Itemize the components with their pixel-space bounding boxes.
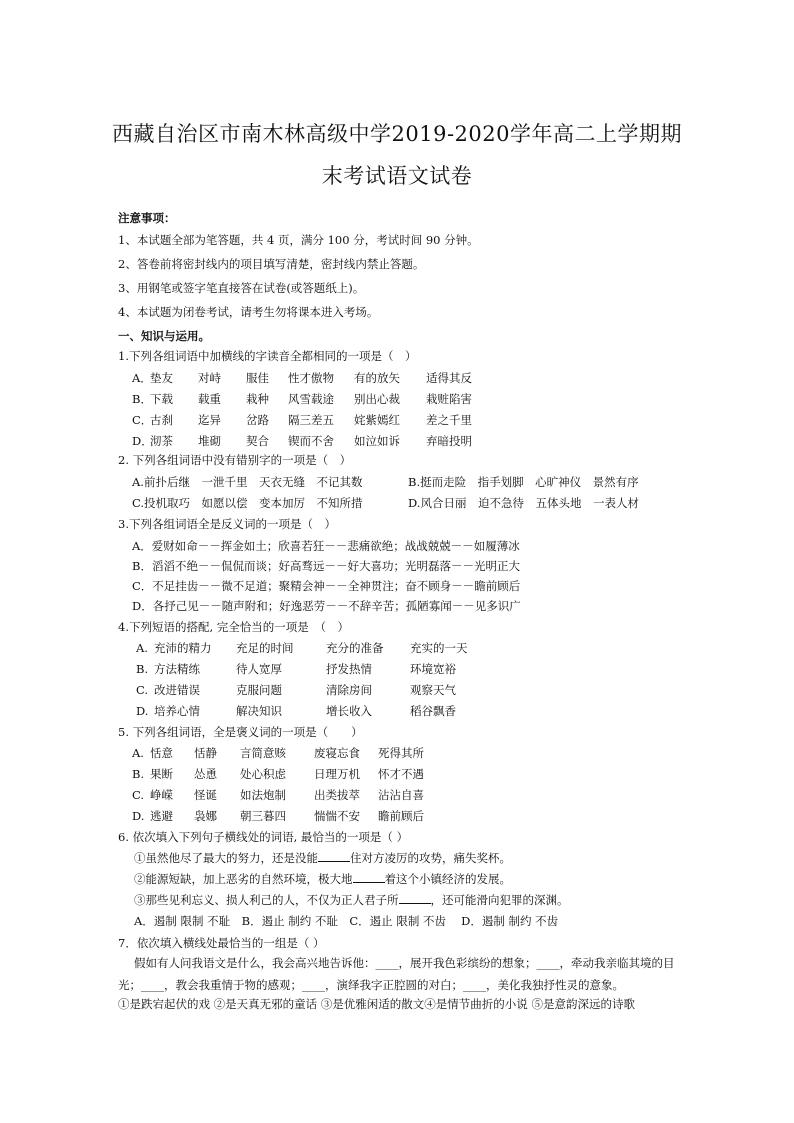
notice-heading: 注意事项： [118,211,176,225]
q2-option-c: C.投机取巧 如愿以偿 变本加厉 不知所措 [132,496,363,510]
q1-stem: 1.下列各组词语中加横线的字读音全都相同的一项是（ ） [118,349,417,363]
option-word: 清除房间 [326,683,372,697]
option-word: 观察天气 [410,683,456,697]
option-word: 怂恿 [194,767,217,781]
option-word: 培养心情 [154,704,200,718]
option-word: 日理万机 [314,767,360,781]
option-word: 充实的一天 [410,641,468,655]
q2-option-a: A.前扑后继 一泄千里 天衣无缝 不记其数 [132,475,363,489]
exam-title-line1: 西藏自治区市南木林高级中学2019-2020学年高二上学期期 [112,122,682,146]
option-word: 稻谷飘香 [410,704,456,718]
option-word: 沏茶 [150,434,173,448]
option-word: 适得其反 [426,371,472,385]
option-word: 出类拔萃 [314,788,360,802]
q3-option-d: D．各抒己见－－随声附和；好逸恶劳－－不辞辛苦；孤陋寡闻－－见多识广 [132,599,521,613]
option-label: C. [132,788,145,802]
q6-sentence-2 [134,871,511,887]
option-word: 处心积虑 [240,767,286,781]
option-word: 载重 [198,392,221,406]
option-word: 如法炮制 [240,788,286,802]
answer-blank[interactable] [318,851,350,862]
option-word: 惴惴不安 [314,809,360,823]
exam-title-line2: 末考试语文试卷 [321,164,473,188]
section-heading: 一、知识与运用。 [118,329,210,343]
option-word: 风雪载途 [288,392,334,406]
option-word: 言简意赅 [240,746,286,760]
option-word: 瞻前顾后 [378,809,424,823]
option-word: 弃暗投明 [426,434,472,448]
option-word: 充沛的精力 [154,641,212,655]
option-word: 恬意 [150,746,173,760]
option-word: 迄异 [198,413,221,427]
q6-sentence-3 [134,892,569,908]
option-word: 如泣如诉 [354,434,400,448]
notice-item: 2、答卷前将密封线内的项目填写清楚，密封线内禁止答题。 [118,257,425,271]
q6-options: A．遏制 限制 不耻 B．遏止 制约 不耻 C．遏止 限制 不齿 D．遏制 制约 不齿 [134,914,559,928]
option-label: C. [136,683,149,697]
option-word: 待人宽厚 [236,662,282,676]
option-word: 解决知识 [236,704,282,718]
option-word: 废寝忘食 [314,746,360,760]
option-word: 袅娜 [194,809,217,823]
option-word: 差之千里 [426,413,472,427]
q7-passage: 假如有人问我语文是什么，我会高兴地告诉他：____，展开我色彩缤纷的想象；____，牵动我亲临其境的目光；____，教会我重情于物的感观；____，演绎我字正腔圆的对白；____，美化我独抒性灵的意象。 [118,956,675,992]
answer-blank[interactable] [399,893,431,904]
option-label: D. [132,809,145,823]
option-word: 改进错误 [154,683,200,697]
q6-sentence-1 [134,850,511,866]
option-word: 恬静 [194,746,217,760]
option-word: 峥嵘 [150,788,173,802]
notice-item: 3、用钢笔或签字笔直接答在试卷(或答题纸上)。 [118,281,365,295]
q3-option-c: C．不足挂齿－－微不足道；聚精会神－－全神贯注；奋不顾身－－瞻前顾后 [132,579,521,593]
option-word: 姹紫嫣红 [354,413,400,427]
option-word: 对峙 [198,371,221,385]
option-word: 服佳 [246,371,269,385]
option-label: A. [136,641,148,655]
q2-option-b: B.挺而走险 指手划脚 心旷神仪 景然有序 [408,475,639,489]
option-label: B. [132,767,145,781]
option-label: A. [132,746,144,760]
option-word: 有的放矢 [354,371,400,385]
option-word: 逃避 [150,809,173,823]
q6-stem: 6. 依次填入下列句子横线处的词语, 最恰当的一项是（ ） [118,830,409,844]
sentence-text: ①虽然他尽了最大的努力，还是没能 [134,851,318,865]
option-word: 果断 [150,767,173,781]
notice-item: 4、本试题为闭卷考试，请考生勿将课本进入考场。 [118,305,379,319]
option-label: C． [132,413,153,427]
q7-options: ①是跌宕起伏的戏 ②是天真无邪的童话 ③是优雅闲适的散文④是情节曲折的小说 ⑤是意韵深远的诗歌 [118,997,635,1011]
option-word: 抒发热情 [326,662,372,676]
option-label: B． [132,392,152,406]
option-word: 方法精练 [154,662,200,676]
option-word: 克服问题 [236,683,282,697]
option-label: D． [132,434,153,448]
q2-stem: 2. 下列各组词语中没有错别字的一项是（ ） [118,453,352,467]
option-word: 古刹 [150,413,173,427]
option-word: 岔路 [246,413,269,427]
option-word: 栽种 [246,392,269,406]
sentence-text: 着这个小镇经济的发展。 [384,872,511,886]
q3-option-b: B．滔滔不绝－－侃侃而谈；好高骛远－－好大喜功；光明磊落－－光明正大 [132,559,520,573]
option-word: 别出心裁 [354,392,400,406]
sentence-text: 住对方凌厉的攻势，痛失奖杯。 [350,851,511,865]
option-word: 堆砌 [198,434,221,448]
q3-option-a: A．爱财如命－－挥金如土；欣喜若狂－－悲痛欲绝；战战兢兢－－如履薄冰 [132,539,520,553]
option-word: 朝三暮四 [240,809,286,823]
option-word: 契合 [246,434,269,448]
option-word: 死得其所 [378,746,424,760]
answer-blank[interactable] [353,872,385,883]
sentence-text: ，还可能滑向犯罪的深渊。 [430,893,569,907]
option-label: B. [136,662,149,676]
option-label: A． [132,371,152,385]
option-label: D. [136,704,149,718]
option-word: 怪诞 [194,788,217,802]
q3-stem: 3.下列各组词语全是反义词的一项是（ ） [118,517,336,531]
q7-stem: 7．依次填入横线处最恰当的一组是（ ） [118,936,325,950]
option-word: 下载 [150,392,173,406]
option-word: 隔三差五 [288,413,334,427]
q5-stem: 5. 下列各组词语，全是褒义词的一项是（ ） [118,725,363,739]
option-word: 充分的准备 [326,641,384,655]
option-word: 性才傲物 [288,371,334,385]
option-word: 环境宽裕 [410,662,456,676]
sentence-text: ②能源短缺，加上恶劣的自然环境，极大地 [134,872,353,886]
sentence-text: ③那些见利忘义、损人利己的人，不仅为正人君子所 [134,893,399,907]
option-word: 沾沾自喜 [378,788,424,802]
option-word: 栽赃陷害 [426,392,472,406]
option-word: 怀才不遇 [378,767,424,781]
option-word: 充足的时间 [236,641,294,655]
option-word: 锲而不舍 [288,434,334,448]
q2-option-d: D.风合日丽 迫不急待 五体头地 一表人材 [408,496,639,510]
q4-stem: 4.下列短语的搭配, 完全恰当的一项是 （ ） [118,620,350,634]
option-word: 垫友 [150,371,173,385]
option-word: 增长收入 [326,704,372,718]
notice-item: 1、本试题全部为笔答题，共 4 页，满分 100 分，考试时间 90 分钟。 [118,233,479,247]
